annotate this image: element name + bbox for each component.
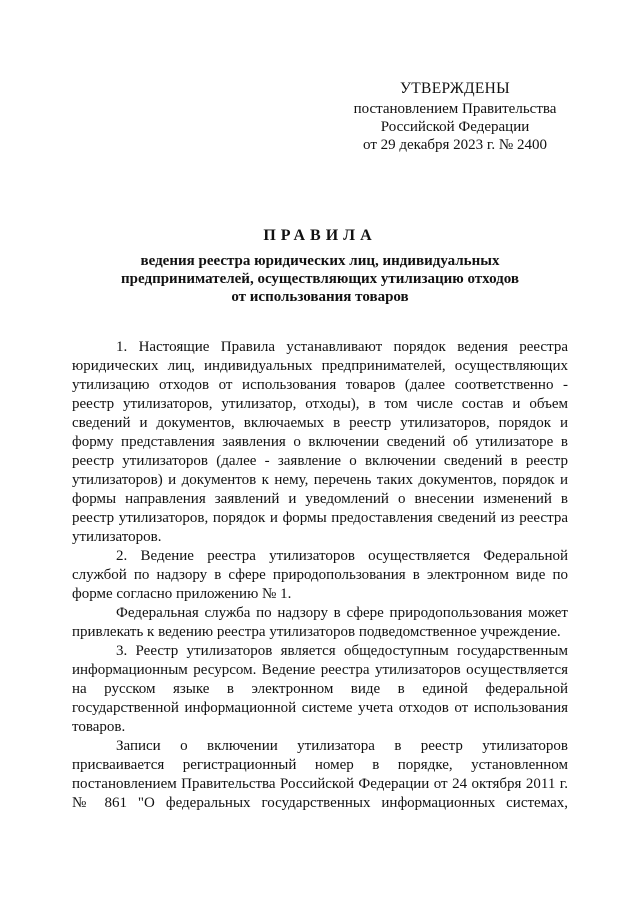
paragraph-3: Федеральная служба по надзору в сфере природопользования может привлекать к ведению реестра утилизаторов подведомственное учреждение. xyxy=(72,605,568,640)
approval-stamp xyxy=(330,80,580,154)
document-subtitle-line-3: от использования товаров xyxy=(231,289,409,305)
document-title: ПРАВИЛА xyxy=(263,227,377,244)
document-subtitle-line-2: предпринимателей, осуществляющих утилизацию отходов xyxy=(121,271,519,287)
paragraph-5: Записи о включении утилизатора в реестр утилизаторов присваивается регистрационный номер в порядке, установленном постановлением Правительства Российской Федерации от 24 октября 2011 г. № 861 "О федеральных государственных информационных системах, xyxy=(72,738,568,811)
document-title-block xyxy=(72,226,568,306)
approval-line-2: Российской Федерации xyxy=(380,119,530,135)
approval-heading: УТВЕРЖДЕНЫ xyxy=(400,80,510,97)
document-subtitle-line-1: ведения реестра юридических лиц, индивидуальных xyxy=(140,253,500,269)
approval-line-3: от 29 декабря 2023 г. № 2400 xyxy=(363,137,547,153)
approval-line-1: постановлением Правительства xyxy=(353,101,557,117)
document-body xyxy=(72,338,568,813)
paragraph-4: 3. Реестр утилизаторов является общедоступным государственным информационным ресурсом. Ведение реестра утилизаторов осуществляется на русском языке в электронном виде в единой федеральной государственной информационной системе учета отходов от использования товаров. xyxy=(72,643,568,735)
paragraph-2: 2. Ведение реестра утилизаторов осуществляется Федеральной службой по надзору в сфере природопользования в электронном виде по форме согласно приложению № 1. xyxy=(72,548,568,602)
paragraph-1: 1. Настоящие Правила устанавливают порядок ведения реестра юридических лиц, индивидуальных предпринимателей, осуществляющих утилизацию отходов от использования товаров (далее соответственно - реестр утилизаторов, утилизатор, отходы), в том числе состав и объем сведений и документов, включаемых в реестр утилизаторов, порядок и форму представления заявления о включении сведений об утилизаторе в реестр утилизаторов (далее - заявление о включении сведений в реестр утилизаторов) и документов к нему, перечень таких документов, порядок и формы направления заявлений и уведомлений о внесении изменений в реестр утилизаторов, порядок и формы предоставления сведений из реестра утилизаторов. xyxy=(72,339,568,545)
